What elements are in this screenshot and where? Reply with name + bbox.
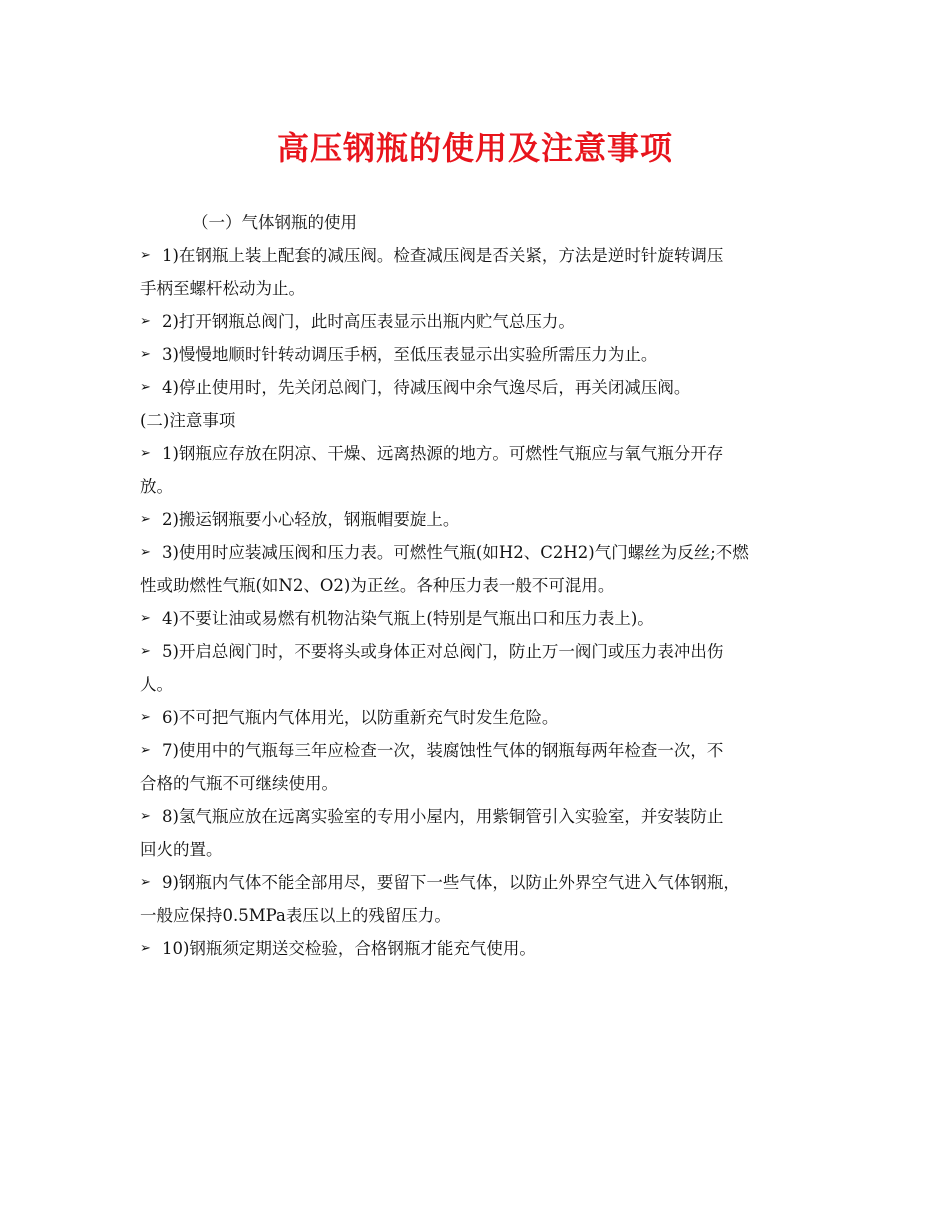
list-item xyxy=(140,932,830,965)
bullet-arrow-icon: ➢ xyxy=(140,380,151,395)
list-item-text: 8)氢气瓶应放在远离实验室的专用小屋内，用紫铜管引入实验室，并安装防止 xyxy=(162,807,724,826)
list-item-continuation: 放。 xyxy=(140,477,173,496)
list-item-text: 10)钢瓶须定期送交检验，合格钢瓶才能充气使用。 xyxy=(162,939,536,958)
list-item xyxy=(140,239,830,305)
bullet-arrow-icon: ➢ xyxy=(140,347,151,362)
bullet-arrow-icon: ➢ xyxy=(140,644,151,659)
list-item-text: 5)开启总阀门时，不要将头或身体正对总阀门，防止万一阀门或压力表冲出伤 xyxy=(162,642,724,661)
bullet-arrow-icon: ➢ xyxy=(140,875,151,890)
list-item-continuation: 合格的气瓶不可继续使用。 xyxy=(140,774,338,793)
bullet-arrow-icon: ➢ xyxy=(140,545,151,560)
list-item-text: 1)钢瓶应存放在阴凉、干燥、远离热源的地方。可燃性气瓶应与氧气瓶分开存 xyxy=(162,444,724,463)
list-item-text: 4)停止使用时，先关闭总阀门，待减压阀中余气逸尽后，再关闭减压阀。 xyxy=(162,378,691,397)
list-item xyxy=(140,701,830,734)
list-item-continuation: 性或助燃性气瓶(如N2、O2)为正丝。各种压力表一般不可混用。 xyxy=(140,576,615,595)
bullet-arrow-icon: ➢ xyxy=(140,710,151,725)
list-item xyxy=(140,371,830,404)
list-item-text: 9)钢瓶内气体不能全部用尽，要留下一些气体，以防止外界空气进入气体钢瓶， xyxy=(162,873,740,892)
list-item-continuation: 人。 xyxy=(140,675,173,694)
bullet-arrow-icon: ➢ xyxy=(140,743,151,758)
section-heading-usage: （一）气体钢瓶的使用 xyxy=(192,213,357,232)
list-item-text: 2)搬运钢瓶要小心轻放，钢瓶帽要旋上。 xyxy=(162,510,460,529)
list-item xyxy=(140,503,830,536)
document-body xyxy=(140,206,830,965)
list-item-text: 7)使用中的气瓶每三年应检查一次，装腐蚀性气体的钢瓶每两年检查一次，不 xyxy=(162,741,724,760)
list-item-text: 3)使用时应装减压阀和压力表。可燃性气瓶(如H2、C2H2)气门螺丝为反丝;不燃 xyxy=(162,543,749,562)
list-item-text: 4)不要让油或易燃有机物沾染气瓶上(特别是气瓶出口和压力表上)。 xyxy=(162,609,654,628)
list-item-text: 2)打开钢瓶总阀门，此时高压表显示出瓶内贮气总压力。 xyxy=(162,312,575,331)
bullet-arrow-icon: ➢ xyxy=(140,809,151,824)
bullet-arrow-icon: ➢ xyxy=(140,611,151,626)
bullet-arrow-icon: ➢ xyxy=(140,512,151,527)
section-heading-precautions: (二)注意事项 xyxy=(140,411,236,430)
bullet-arrow-icon: ➢ xyxy=(140,314,151,329)
list-item xyxy=(140,437,830,503)
list-item-continuation: 手柄至螺杆松动为止。 xyxy=(140,279,305,298)
list-item-continuation: 回火的置。 xyxy=(140,840,223,859)
bullet-arrow-icon: ➢ xyxy=(140,941,151,956)
document-title: 高压钢瓶的使用及注意事项 xyxy=(276,129,673,167)
list-item xyxy=(140,800,830,866)
list-item-text: 3)慢慢地顺时针转动调压手柄，至低压表显示出实验所需压力为止。 xyxy=(162,345,658,364)
list-item xyxy=(140,602,830,635)
bullet-arrow-icon: ➢ xyxy=(140,248,151,263)
list-item xyxy=(140,635,830,701)
bullet-arrow-icon: ➢ xyxy=(140,446,151,461)
list-item xyxy=(140,866,830,932)
list-item xyxy=(140,305,830,338)
list-item xyxy=(140,734,830,800)
list-item-text: 1)在钢瓶上装上配套的减压阀。检查减压阀是否关紧，方法是逆时针旋转调压 xyxy=(162,246,724,265)
list-item-text: 6)不可把气瓶内气体用光，以防重新充气时发生危险。 xyxy=(162,708,559,727)
list-item xyxy=(140,536,830,602)
list-item-continuation: 一般应保持0.5MPa表压以上的残留压力。 xyxy=(140,906,451,925)
list-item xyxy=(140,338,830,371)
